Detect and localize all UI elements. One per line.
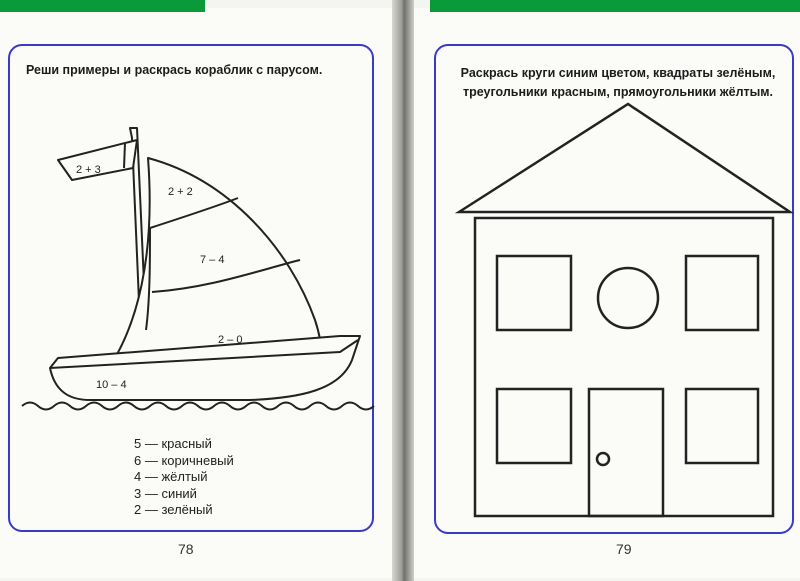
- legend-item: 6 — коричневый: [134, 452, 234, 468]
- house-square-window-lower-right: [686, 389, 758, 463]
- boat-waves: [22, 403, 374, 410]
- door-knob: [597, 453, 609, 465]
- legend-item: 2 — зелёный: [134, 502, 213, 517]
- left-page-title: Реши примеры и раскрась кораблик с парусом.: [26, 63, 323, 77]
- sail-middle-label: 7 – 4: [200, 254, 225, 266]
- legend-item: 5 — красный: [134, 436, 212, 451]
- color-legend: [134, 436, 234, 519]
- legend-item: 4 — жёлтый: [134, 469, 208, 484]
- hull-label: 10 – 4: [96, 379, 127, 391]
- sail-bottom-label: 2 – 0: [218, 334, 243, 346]
- boat-flag-tail: [124, 143, 125, 168]
- house-body: [475, 218, 773, 516]
- sail-top-label: 2 + 2: [168, 186, 193, 198]
- house-square-window-left: [497, 256, 571, 330]
- legend-item: 3 — синий: [134, 485, 197, 501]
- house-circle-window: [598, 268, 658, 328]
- right-page-number: 79: [616, 541, 632, 557]
- house-roof-triangle: [459, 104, 790, 212]
- right-title-line2: треугольники красным, прямоугольники жёлтым.: [462, 85, 774, 99]
- house-square-window-right: [686, 256, 758, 330]
- house-square-window-lower-left: [497, 389, 571, 463]
- flag-label: 2 + 3: [76, 164, 101, 176]
- right-title-line1: Раскрась круги синим цветом, квадраты зелёным,: [460, 66, 776, 80]
- left-page-number: 78: [178, 541, 194, 557]
